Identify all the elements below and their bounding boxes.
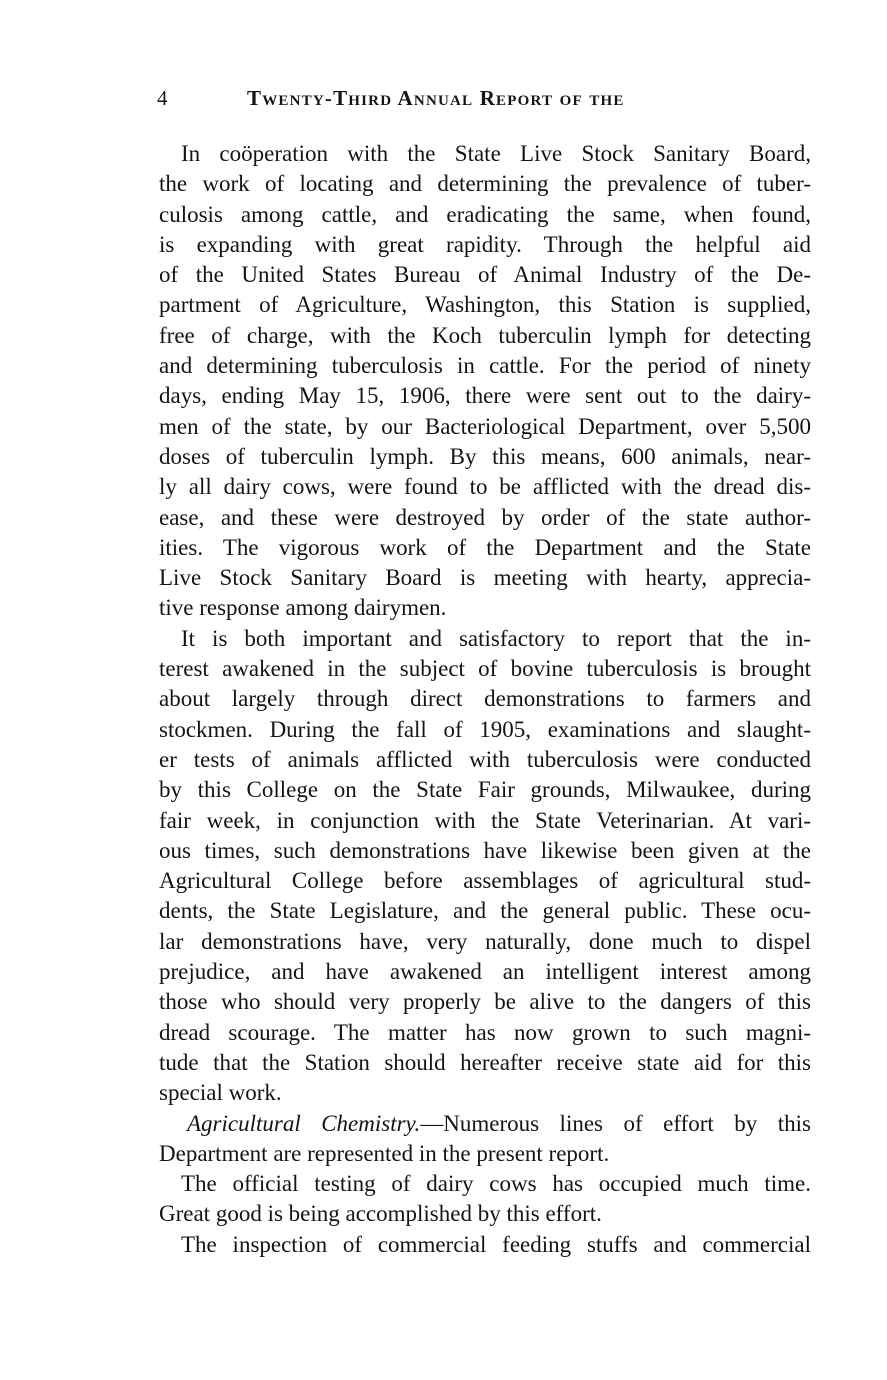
text-line: The official testing of dairy cows has occupied much time. [181, 1171, 811, 1197]
paragraph [159, 1169, 811, 1230]
paragraph [159, 1230, 811, 1260]
running-head [157, 86, 812, 118]
text-line: of the United States Bureau of Animal Industry of the De- [159, 262, 811, 288]
running-head-title: Twenty-Third Annual Report of the [247, 86, 625, 110]
paragraph [159, 1109, 811, 1170]
text-line: Agricultural College before assemblages of agricultural stud- [159, 868, 811, 894]
text-line: by this College on the State Fair grounds, Milwaukee, during [159, 777, 811, 803]
text-line: ease, and these were destroyed by order of the state author- [159, 504, 811, 530]
text-line: days, ending May 15, 1906, there were sent out to the dairy- [159, 383, 811, 409]
text-fragment: —Numerous lines of effort by this [420, 1110, 812, 1136]
text-line: Department are represented in the present report. [159, 1140, 610, 1166]
text-line [159, 1109, 811, 1139]
text-line: er tests of animals afflicted with tuberculosis were conducted [159, 746, 811, 772]
text-line: Live Stock Sanitary Board is meeting with hearty, apprecia- [159, 565, 811, 591]
text-line: doses of tuberculin lymph. By this means, 600 animals, near- [159, 443, 811, 469]
text-line: stockmen. During the fall of 1905, examinations and slaught- [159, 716, 811, 742]
text-line: ous times, such demonstrations have likewise been given at the [159, 837, 811, 863]
text-line: free of charge, with the Koch tuberculin lymph for detecting [159, 322, 811, 348]
text-line: dents, the State Legislature, and the general public. These ocu- [159, 898, 811, 924]
text-line: terest awakened in the subject of bovine tuberculosis is brought [159, 656, 811, 682]
paragraph [159, 139, 811, 624]
text-line: dread scourage. The matter has now grown to such magni- [159, 1019, 811, 1045]
text-line: It is both important and satisfactory to report that the in- [181, 625, 811, 651]
text-line: prejudice, and have awakened an intelligent interest among [159, 959, 811, 985]
text-line: ities. The vigorous work of the Department and the State [159, 534, 811, 560]
text-line: partment of Agriculture, Washington, this Station is supplied, [159, 292, 811, 318]
text-line: special work. [159, 1080, 282, 1106]
text-line: fair week, in conjunction with the State Veterinarian. At vari- [159, 807, 811, 833]
text-line: and determining tuberculosis in cattle. For the period of ninety [159, 353, 811, 379]
text-line: The inspection of commercial feeding stuffs and commercial [181, 1231, 811, 1257]
text-line: In coöperation with the State Live Stock Sanitary Board, [181, 141, 811, 166]
section-heading: Agricultural Chemistry. [187, 1110, 421, 1136]
text-line: ly all dairy cows, were found to be afflicted with the dread dis- [159, 474, 811, 500]
text-line: the work of locating and determining the prevalence of tuber- [159, 171, 811, 197]
text-line: lar demonstrations have, very naturally, done much to dispel [159, 928, 811, 954]
page-number: 4 [157, 86, 168, 110]
text-line: those who should very properly be alive to the dangers of this [159, 989, 811, 1015]
text-line: culosis among cattle, and eradicating the same, when found, [159, 201, 811, 227]
text-line: is expanding with great rapidity. Through the helpful aid [159, 231, 811, 257]
text-line: tive response among dairymen. [159, 595, 447, 621]
paragraph [159, 624, 811, 1109]
text-line: tude that the Station should hereafter receive state aid for this [159, 1049, 811, 1075]
text-line: men of the state, by our Bacteriological Department, over 5,500 [159, 413, 811, 439]
text-line: Great good is being accomplished by this effort. [159, 1201, 602, 1227]
text-line: about largely through direct demonstrations to farmers and [159, 686, 811, 712]
body-text [159, 139, 811, 1260]
